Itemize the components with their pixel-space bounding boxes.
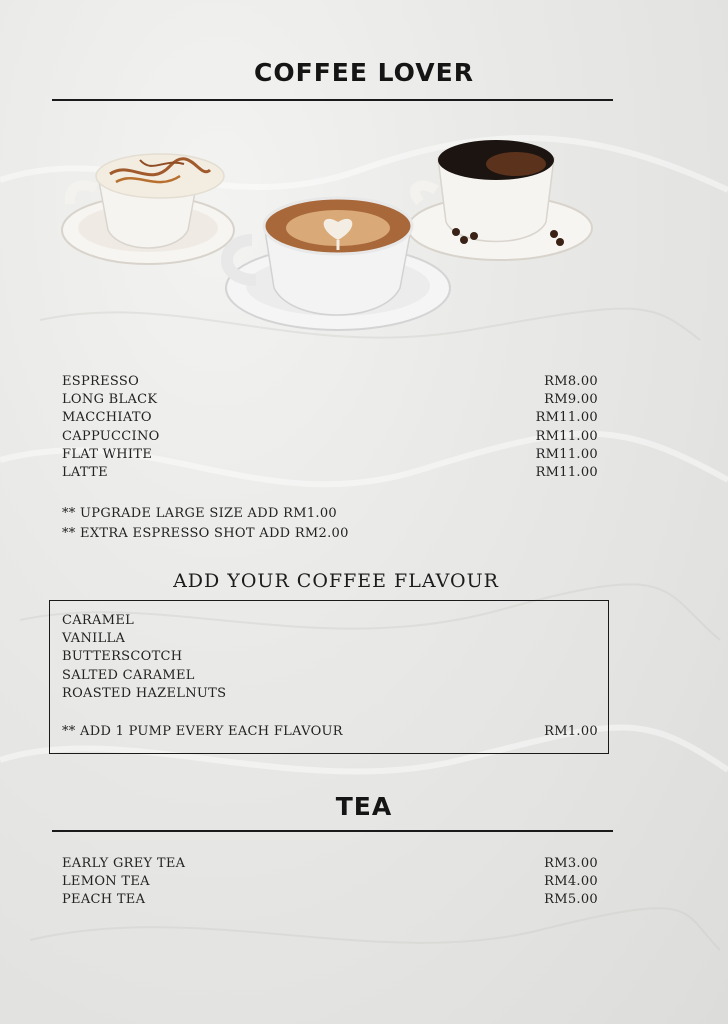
menu-item	[62, 409, 598, 427]
menu-item	[62, 891, 598, 909]
flavour-item-name: BUTTERSCOTCH	[62, 649, 183, 665]
coffee-title-rule	[52, 99, 613, 101]
menu-item-price: RM8.00	[544, 374, 598, 389]
coffee-notes	[62, 504, 598, 544]
tea-title-rule	[52, 830, 613, 832]
flavour-note-row	[62, 723, 598, 741]
extra-shot-note: ** EXTRA ESPRESSO SHOT ADD RM2.00	[62, 526, 349, 541]
flavour-item-name: SALTED CARAMEL	[62, 667, 195, 683]
menu-item-name: LATTE	[62, 464, 108, 480]
menu-item-price: RM11.00	[535, 410, 598, 426]
flavour-item-name: ROASTED HAZELNUTS	[62, 685, 227, 701]
menu-item-name: LEMON TEA	[62, 874, 150, 890]
flavour-list	[62, 612, 598, 703]
flavour-item-name: CARAMEL	[62, 613, 135, 628]
flavour-note-price: RM1.00	[544, 724, 598, 739]
flavour-item	[62, 685, 598, 703]
coffee-menu-list	[62, 373, 598, 482]
menu-item-name: CAPPUCCINO	[62, 428, 160, 444]
menu-item-name: FLAT WHITE	[62, 446, 153, 462]
menu-item-name: PEACH TEA	[62, 892, 146, 908]
coffee-cups-illustration	[60, 130, 620, 370]
flavour-item	[62, 612, 598, 630]
flavour-pump-note	[62, 723, 598, 741]
menu-item-name: EARLY GREY TEA	[62, 856, 186, 871]
menu-item	[62, 373, 598, 391]
flavour-item-name: VANILLA	[62, 631, 126, 647]
flavour-item	[62, 667, 598, 685]
menu-item-price: RM3.00	[544, 856, 598, 871]
menu-item-name: LONG BLACK	[62, 392, 158, 408]
menu-item-name: MACCHIATO	[62, 410, 152, 426]
flavour-section-title: ADD YOUR COFFEE FLAVOUR	[173, 570, 499, 592]
menu-item-name: ESPRESSO	[62, 374, 140, 389]
upgrade-note: ** UPGRADE LARGE SIZE ADD RM1.00	[62, 506, 337, 521]
menu-item-price: RM9.00	[544, 392, 598, 408]
cappuccino-cup-icon	[62, 154, 234, 264]
menu-item	[62, 464, 598, 482]
menu-item	[62, 428, 598, 446]
flavour-item	[62, 648, 598, 666]
menu-item-price: RM4.00	[544, 874, 598, 890]
menu-item-price: RM11.00	[535, 446, 598, 462]
coffee-section-title: COFFEE LOVER	[254, 58, 474, 87]
menu-item-price: RM5.00	[544, 892, 598, 908]
menu-item-price: RM11.00	[535, 464, 598, 480]
menu-item	[62, 446, 598, 464]
menu-item	[62, 391, 598, 409]
black-coffee-cup-icon	[408, 140, 592, 260]
flavour-note-text: ** ADD 1 PUMP EVERY EACH FLAVOUR	[62, 724, 343, 739]
menu-item	[62, 855, 598, 873]
menu-item-price: RM11.00	[535, 428, 598, 444]
menu-item	[62, 873, 598, 891]
flavour-item	[62, 630, 598, 648]
tea-section-title: TEA	[335, 792, 393, 821]
tea-menu-list	[62, 855, 598, 910]
